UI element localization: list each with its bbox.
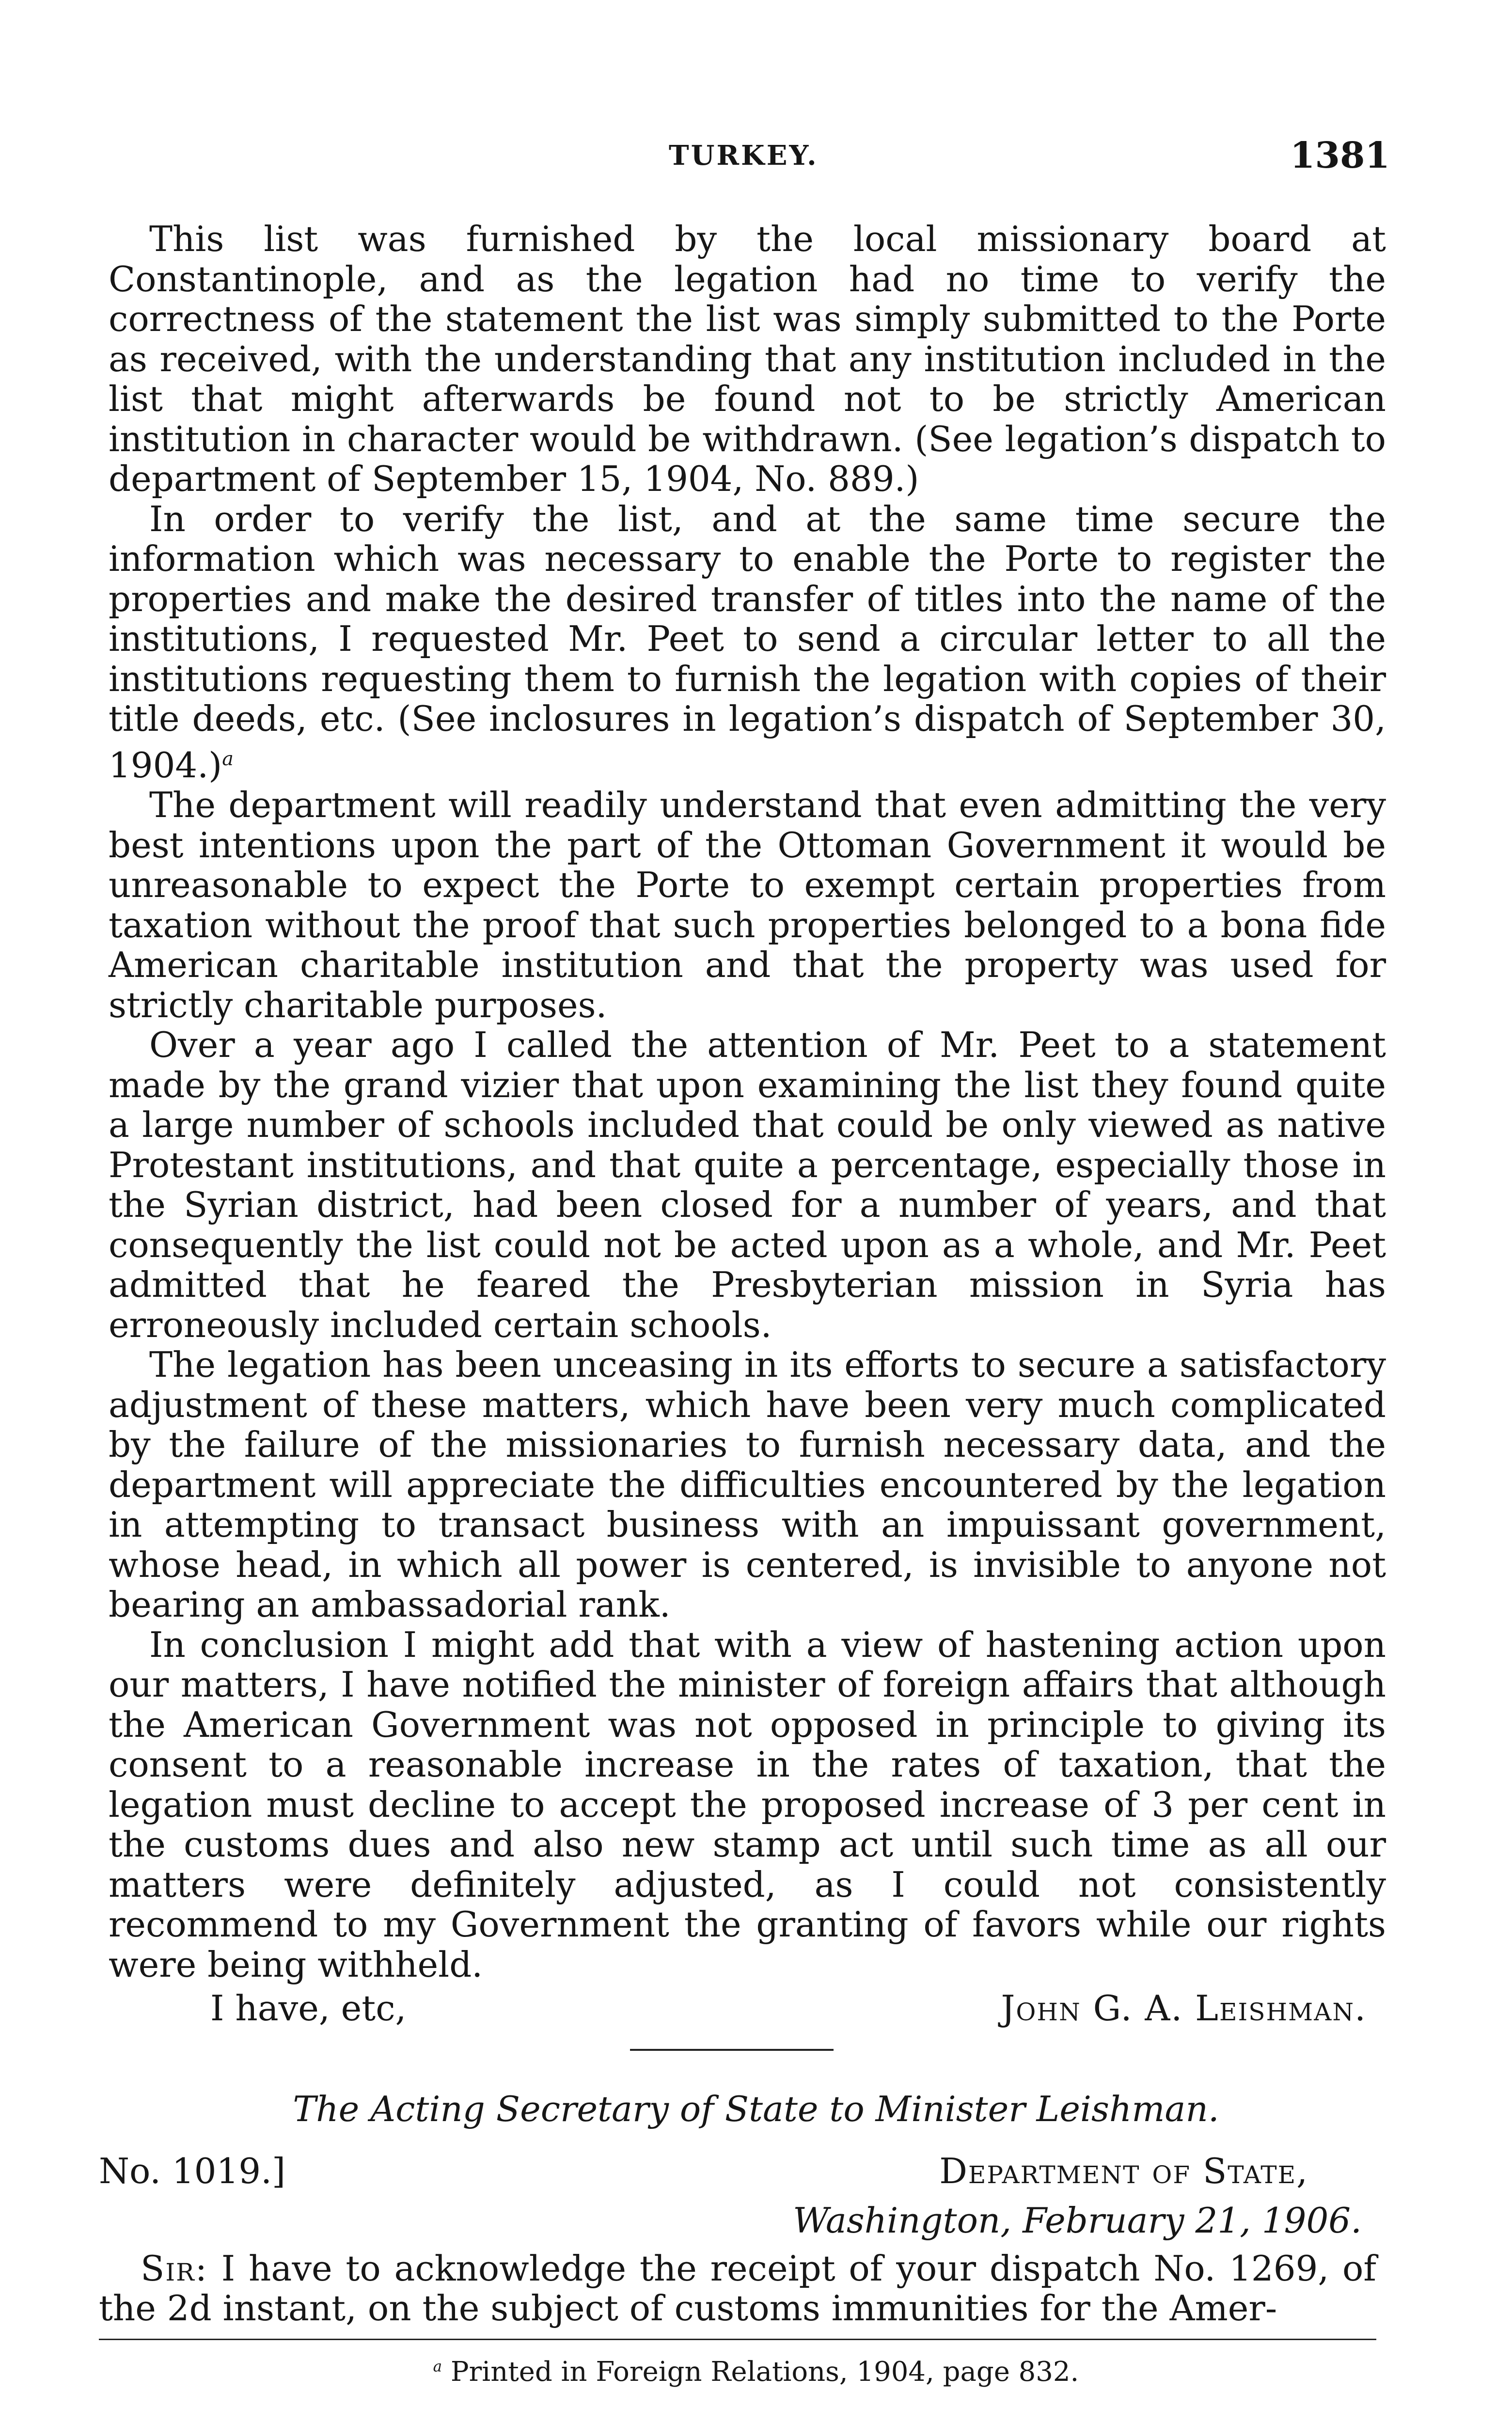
salutation: Sir: (141, 2248, 208, 2289)
footnote (0, 2356, 1512, 2388)
paragraph-text: Over a year ago I called the attention of Mr. Peet to a statement made by the grand vizier that upon examining the list they found quite a large number of schools included that could be only viewed as native Protestant institutions, and that quite a percentage, especially those in the Syrian district, had been closed for a number of years, and that consequently the list could not be acted upon as a whole, and Mr. Peet admitted that he feared the Presbyterian mission in Syria has erroneously included certain schools. (109, 1024, 1386, 1345)
signature: John G. A. Leishman. (1001, 1988, 1367, 2029)
paragraph (109, 785, 1386, 1025)
running-title: TURKEY. (669, 140, 819, 172)
dispatch-number: No. 1019.] (99, 2151, 286, 2191)
letter-heading: The Acting Secretary of State to Minister Leishman. (293, 2089, 1219, 2129)
footnote-text: Printed in Foreign Relations, 1904, page 832. (450, 2356, 1079, 2388)
paragraph (99, 2249, 1376, 2328)
page-number: 1381 (1290, 135, 1390, 176)
footnote-reference: a (222, 747, 234, 770)
footnote-mark: a (433, 2358, 442, 2376)
paragraph (109, 1345, 1386, 1625)
body-text (109, 219, 1386, 2037)
signoff (109, 1988, 1386, 2037)
paragraph-text: I have to acknowledge the receipt of your dispatch No. 1269, of the 2d instant, on the subject of customs immunities for the Amer- (99, 2248, 1376, 2329)
paragraph-text: This list was furnished by the local missionary board at Constantinople, and as the legation had no time to verify the correctness of the statement the list was simply submitted to the Porte as received, with the understanding that any institution included in the list that might afterwards be found not to be strictly American institution in character would be withdrawn. (See legation’s dispatch to department of September 15, 1904, No. 889.) (109, 219, 1386, 499)
paragraph-text: The department will readily understand that even admitting the very best intentions upon the part of the Ottoman Government it would be unreasonable to expect the Porte to exempt certain properties from taxation without the proof that such properties belonged to a bona fide American charitable institution and that the property was used for strictly charitable purposes. (109, 785, 1386, 1025)
paragraph-text: In conclusion I might add that with a view of hastening action upon our matters, I have notified the minister of foreign affairs that although the American Government was not opposed in principle to giving its consent to a reasonable increase in the rates of taxation, that the legation must decline to accept the proposed increase of 3 per cent in the customs dues and also new stamp act until such time as all our matters were definitely adjusted, as I could not consistently recommend to my Government the granting of favors while our rights were being withheld. (109, 1624, 1386, 1985)
department-line: Department of State, (939, 2151, 1308, 2191)
paragraph (109, 1025, 1386, 1345)
paragraph-text: In order to verify the list, and at the same time secure the information which was necessary to enable the Porte to register the properties and make the desired transfer of titles into the name of the institutions, I requested Mr. Peet to send a circular letter to all the institutions requesting them to furnish the legation with copies of their title deeds, etc. (See inclosures in legation’s dispatch of September 30, 1904.) (109, 498, 1386, 786)
paragraph (109, 499, 1386, 786)
place-date-line: Washington, February 21, 1906. (793, 2200, 1362, 2241)
footnote-divider (99, 2339, 1376, 2340)
paragraph-text: The legation has been unceasing in its efforts to secure a satisfactory adjustment of these matters, which have been very much complicated by the failure of the missionaries to furnish necessary data, and the department will appreciate the difficulties encountered by the legation in attempting to transact business with an impuissant government, whose head, in which all power is centered, is invisible to anyone not bearing an ambassadorial rank. (109, 1344, 1386, 1625)
paragraph (109, 1625, 1386, 1985)
closing-line: I have, etc, (210, 1988, 407, 2029)
letter-body (99, 2249, 1376, 2328)
running-header (0, 135, 1512, 183)
section-divider (630, 2049, 834, 2051)
paragraph (109, 219, 1386, 499)
